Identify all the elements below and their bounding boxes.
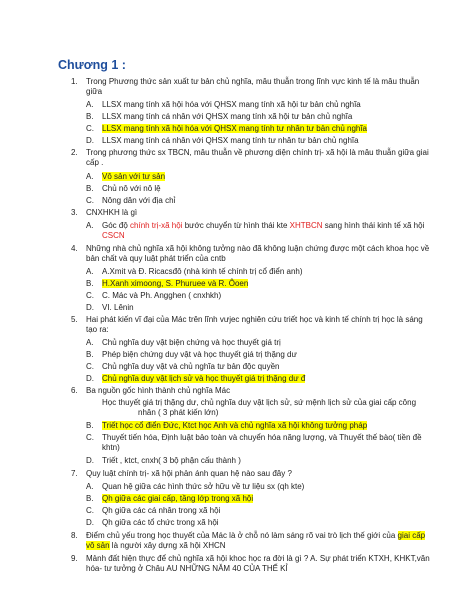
question-number: 5.: [71, 315, 78, 324]
option-text: Thuyết tiến hóa, Định luật bảo toàn và chuyển hóa năng lượng, và Thuyết thế bào( tiền đề: [102, 433, 422, 442]
intro-text: Học thuyết giá trị thặng dư, chủ nghĩa duy vật lịch sử, sứ mệnh lịch sử của giai cấp công: [102, 398, 417, 407]
option-letter: C.: [86, 362, 94, 371]
option-letter: B.: [86, 350, 94, 359]
question-text: hóa- tư tưởng ở Châu AU NHỮNG NĂM 40 CỦA THẾ KỈ: [86, 564, 288, 573]
option-letter: A.: [86, 338, 94, 347]
question-text: cấp .: [86, 158, 104, 167]
red-text: CSCN: [102, 231, 125, 240]
option-text: A.Xmit và Đ. Ricacsđô (nhà kinh tế chính trị cổ điển anh): [102, 267, 303, 276]
option-letter: A.: [86, 172, 94, 181]
option-text: Chủ nô với nô lệ: [102, 184, 161, 193]
option-text: Triết , ktct, cnxh( 3 bộ phận cấu thành ): [102, 456, 241, 465]
highlighted-text: vô sản: [86, 541, 110, 550]
question-text: [86, 541, 226, 551]
option-letter: B.: [86, 421, 94, 430]
option-text-highlighted: Qh giữa các giai cấp, tầng lớp trong xã hội: [102, 494, 254, 503]
option-text: khtn): [102, 443, 120, 452]
option-text-highlighted: Chủ nghĩa duy vật lịch sử và học thuyết giá trị thặng dư đ: [102, 374, 306, 383]
question-number: 6.: [71, 386, 78, 395]
option-letter: A.: [86, 267, 94, 276]
question-text: [86, 531, 425, 541]
question-text: Trong Phương thức sản xuất tư bản chủ nghĩa, mâu thuẫn trong lĩnh vực kinh tế là mâu thuẫn: [86, 77, 420, 86]
option-letter: A.: [86, 100, 94, 109]
red-text: XHTBCN: [289, 221, 323, 230]
question-text: CNXHKH là gì: [86, 208, 138, 217]
question-text: Hai phát kiến vĩ đại của Mác trên lĩnh vưjec nghiên cứu triết học và kinh tế chính trị học là sáng: [86, 315, 423, 324]
option-letter: C.: [86, 433, 94, 442]
option-text: Phép biện chứng duy vật và học thuyết giá trị thặng dư: [102, 350, 297, 359]
option-letter: D.: [86, 303, 94, 312]
question-number: 7.: [71, 469, 78, 478]
question-text: Trong phương thức sx TBCN, mâu thuẫn về phương diện chính trị- xã hội là mâu thuẫn giữa giai: [86, 148, 429, 157]
option-text: Qh giữa các tổ chức trong xã hội: [102, 518, 219, 527]
option-letter: C.: [86, 124, 94, 133]
option-letter: D.: [86, 518, 94, 527]
option-text-part: Góc độ: [102, 221, 131, 230]
option-letter: B.: [86, 184, 94, 193]
question-text: bản chất và quy luật phát triển của cntb: [86, 254, 226, 263]
question-number: 1.: [71, 77, 78, 86]
question-number: 4.: [71, 244, 78, 253]
intro-text: nhân ( 3 phát kiến lớn): [138, 408, 219, 417]
option-text-highlighted: Triết học cổ điển Đức, Ktct học Anh và chủ nghĩa xã hội không tưởng pháp: [102, 421, 368, 430]
option-letter: D.: [86, 374, 94, 383]
option-letter: B.: [86, 494, 94, 503]
option-text-part: sang hình thái kinh tế xã hội: [322, 221, 425, 230]
question-number: 3.: [71, 208, 78, 217]
question-number: 8.: [71, 531, 78, 540]
option-letter: B.: [86, 279, 94, 288]
question-text-part: là người xây dựng xã hội XHCN: [109, 541, 226, 550]
question-text: Mảnh đất hiện thực để chủ nghĩa xã hội khoc học ra đời là gì ? A. Sự phát triển KTXH, KHKT,văn: [86, 554, 430, 563]
option-text: Quan hệ giữa các hình thức sở hữu về tư liệu sx (qh kte): [102, 482, 305, 491]
chapter-title: Chương 1 :: [58, 58, 126, 72]
option-text-highlighted: H.Xanh ximoong, S. Phuruee và R. Ôoen: [102, 279, 249, 288]
option-text: LLSX mang tính cá nhân với QHSX mang tính xã hội tư bản chủ nghĩa: [102, 112, 353, 121]
option-text-highlighted: LLSX mang tính xã hội hóa với QHSX mang tính tư nhân tư bản chủ nghĩa: [102, 124, 368, 133]
question-text: Ba nguồn gốc hình thành chủ nghĩa Mác: [86, 386, 231, 395]
option-letter: C.: [86, 506, 94, 515]
question-number: 9.: [71, 554, 78, 563]
option-text: LLSX mang tính cá nhân với QHSX mang tính tư nhân tư bản chủ nghĩa: [102, 136, 359, 145]
option-text: VI. Lênin: [102, 303, 134, 312]
question-text: tạo ra:: [86, 325, 109, 334]
question-text: Những nhà chủ nghĩa xã hội không tưởng nào đã không luận chứng được một cách khoa học về: [86, 244, 430, 253]
highlighted-text: giai cấp: [397, 531, 426, 540]
option-letter: A.: [86, 482, 94, 491]
option-letter: D.: [86, 456, 94, 465]
option-text: Chủ nghĩa duy vật và chủ nghĩa tư bản độc quyền: [102, 362, 280, 371]
option-text: [102, 221, 424, 231]
option-letter: C.: [86, 196, 94, 205]
option-text: Qh giữa các cá nhân trong xã hội: [102, 506, 221, 515]
question-text-part: Điểm chủ yếu trong học thuyết của Mác là ở chỗ nó làm sáng rõ vai trò lịch thế giới của: [86, 531, 398, 540]
option-text: Nông dân với địa chỉ: [102, 196, 176, 205]
option-text-highlighted: Vô sản với tư sản: [102, 172, 166, 181]
question-text: Quy luật chính trị- xã hội phản ánh quan hệ nào sau đây ?: [86, 469, 292, 478]
option-text-part: bước chuyển từ hình thái kte: [182, 221, 290, 230]
red-text: chính trị-xã hội: [130, 221, 183, 230]
question-number: 2.: [71, 148, 78, 157]
option-letter: C.: [86, 291, 94, 300]
option-letter: B.: [86, 112, 94, 121]
option-letter: D.: [86, 136, 94, 145]
option-text: LLSX mang tính xã hội hóa với QHSX mang tính xã hội tư bản chủ nghĩa: [102, 100, 361, 109]
option-text: Chủ nghĩa duy vật biện chứng và học thuyết giá trị: [102, 338, 281, 347]
option-letter: A.: [86, 221, 94, 230]
question-text: giữa: [86, 87, 103, 96]
option-text: C. Mác và Ph. Angghen ( cnxhkh): [102, 291, 222, 300]
